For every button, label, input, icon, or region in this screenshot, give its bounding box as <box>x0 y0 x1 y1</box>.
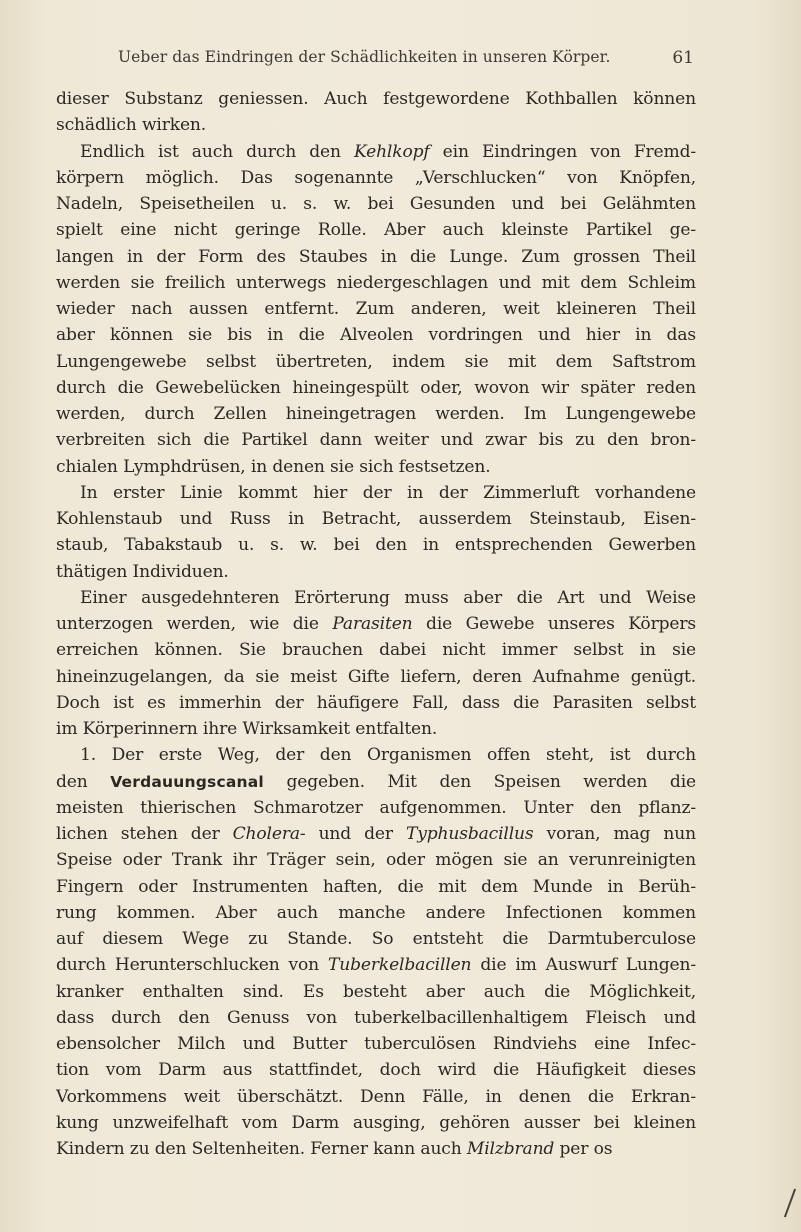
text-line <box>56 349 696 375</box>
text-run: durch die Gewebelücken hineingespült oder, wovon wir später reden <box>56 377 696 398</box>
corner-mark <box>784 1189 796 1218</box>
text-line <box>56 926 696 952</box>
text-run: per os <box>554 1139 613 1159</box>
text-line <box>56 375 696 401</box>
text-line <box>56 900 696 926</box>
text-run: Einer ausgedehnteren Erörterung muss aber die Art und Weise <box>80 587 696 608</box>
text-run: erreichen können. Sie brauchen dabei nicht immer selbst in sie <box>56 640 696 661</box>
text-run: thätigen Individuen. <box>56 561 229 582</box>
text-line <box>56 532 696 558</box>
text-line <box>56 244 696 270</box>
text-line <box>56 454 696 480</box>
page-number: 61 <box>672 48 694 68</box>
text-line <box>56 1005 696 1031</box>
text-line <box>56 191 696 217</box>
running-title: Ueber das Eindringen der Schädlichkeiten in unseren Körper. <box>118 48 611 66</box>
text-run: durch Herunterschlucken von <box>56 955 328 976</box>
text-line <box>56 427 696 453</box>
text-run: Lungengewebe selbst übertreten, indem sie mit dem Saftstrom <box>56 351 696 372</box>
text-line <box>56 742 696 768</box>
text-line <box>56 1057 696 1083</box>
text-run: tion vom Darm aus stattfindet, doch wird die Häufigkeit dieses <box>56 1060 696 1081</box>
text-run: werden, durch Zellen hineingetragen werden. Im Lungengewebe <box>56 404 696 424</box>
text-line <box>56 847 696 873</box>
text-run: Vorkommens weit überschätzt. Denn Fälle, in denen die Erkran- <box>56 1086 696 1107</box>
text-line <box>56 979 696 1005</box>
text-run: lichen stehen der <box>56 824 233 844</box>
text-line <box>56 637 696 663</box>
text-line <box>56 217 696 243</box>
text-run: die im Auswurf Lungen- <box>471 955 696 976</box>
text-run: ebensolcher Milch und Butter tuberculösen Rindviehs eine Infec- <box>56 1034 696 1054</box>
text-run: In erster Linie kommt hier der in der Zimmerluft vorhandene <box>80 482 696 503</box>
page-header <box>118 48 694 74</box>
text-line <box>56 296 696 322</box>
text-run: Doch ist es immerhin der häufigere Fall, dass die Parasiten selbst <box>56 692 696 713</box>
text-line <box>56 611 696 637</box>
text-line <box>56 821 696 847</box>
text-run: Nadeln, Speisetheilen u. s. w. bei Gesunden und bei Gelähmten <box>56 194 696 214</box>
text-run: dass durch den Genuss von tuberkelbacillenhaltigem Fleisch und <box>56 1007 696 1028</box>
emphasized-term: Cholera- <box>232 824 306 844</box>
text-run: verbreiten sich die Partikel dann weiter und zwar bis zu den bron- <box>56 430 696 451</box>
emphasized-term: Kehlkopf <box>353 141 430 162</box>
text-run: schädlich wirken. <box>56 115 207 136</box>
text-line <box>56 874 696 900</box>
text-line <box>56 585 696 611</box>
text-run: kranker enthalten sind. Es besteht aber auch die Möglichkeit, <box>56 981 696 1002</box>
text-line <box>56 952 696 978</box>
text-run: hineinzugelangen, da sie meist Gifte liefern, deren Aufnahme genügt. <box>56 666 696 687</box>
text-line <box>56 769 696 795</box>
emphasized-term: Parasiten <box>332 614 413 634</box>
text-run: langen in der Form des Staubes in die Lunge. Zum grossen Theil <box>56 246 696 267</box>
text-run: unterzogen werden, wie die <box>56 614 333 634</box>
text-run: voran, mag nun <box>533 824 696 844</box>
text-line <box>56 664 696 690</box>
text-run: Speise oder Trank ihr Träger sein, oder mögen sie an verunreinigten <box>56 850 696 871</box>
text-line <box>56 112 696 138</box>
text-run: spielt eine nicht geringe Rolle. Aber auch kleinste Partikel ge- <box>56 220 696 241</box>
text-line <box>56 165 696 191</box>
emphasized-term: Tuberkelbacillen <box>327 955 472 976</box>
text-line <box>56 401 696 427</box>
text-run: 1. Der erste Weg, der den Organismen offen steht, ist durch <box>80 745 696 766</box>
text-line <box>56 1110 696 1136</box>
text-run: Endlich ist auch durch den <box>80 141 354 162</box>
text-line <box>56 690 696 716</box>
text-run: chialen Lymphdrüsen, in denen sie sich festsetzen. <box>56 456 491 477</box>
text-run: dieser Substanz geniessen. Auch festgewordene Kothballen können <box>56 89 696 109</box>
text-run: Kindern zu den Seltenheiten. Ferner kann auch <box>56 1139 467 1159</box>
text-run: im Körperinnern ihre Wirksamkeit entfalten. <box>56 719 438 739</box>
text-line <box>56 1136 696 1162</box>
text-run: rung kommen. Aber auch manche andere Infectionen kommen <box>56 902 696 923</box>
text-run: aber können sie bis in die Alveolen vordringen und hier in das <box>56 325 696 346</box>
text-line <box>56 480 696 506</box>
emphasized-term: Milzbrand <box>466 1139 555 1159</box>
text-run: körpern möglich. Das sogenannte „Verschlucken“ von Knöpfen, <box>56 167 696 188</box>
text-run: meisten thierischen Schmarotzer aufgenommen. Unter den pflanz- <box>56 797 696 818</box>
text-line <box>56 506 696 532</box>
spaced-term: Verdauungscanal <box>110 772 264 791</box>
text-run: gegeben. Mit den Speisen werden die <box>263 771 696 792</box>
text-run: kung unzweifelhaft vom Darm ausging, gehören ausser bei kleinen <box>56 1112 696 1133</box>
text-run: wieder nach aussen entfernt. Zum anderen, weit kleineren Theil <box>56 299 696 319</box>
text-run: auf diesem Wege zu Stande. So entsteht die Darmtuberculose <box>56 929 696 949</box>
text-line <box>56 1084 696 1110</box>
text-run: den <box>56 771 111 792</box>
text-line <box>56 86 696 112</box>
text-line <box>56 270 696 296</box>
text-line <box>56 716 696 742</box>
emphasized-term: Typhusbacillus <box>405 824 534 844</box>
text-run: werden sie freilich unterwegs niedergeschlagen und mit dem Schleim <box>56 272 696 293</box>
text-run: Kohlenstaub und Russ in Betracht, ausserdem Steinstaub, Eisen- <box>56 509 696 529</box>
text-run: Fingern oder Instrumenten haften, die mit dem Munde in Berüh- <box>56 876 696 897</box>
text-line <box>56 795 696 821</box>
text-line <box>56 139 696 165</box>
body-text <box>56 86 696 1162</box>
text-run: staub, Tabakstaub u. s. w. bei den in entsprechenden Gewerben <box>56 535 696 556</box>
text-line <box>56 559 696 585</box>
text-line <box>56 322 696 348</box>
text-line <box>56 1031 696 1057</box>
text-run: die Gewebe unseres Körpers <box>412 614 696 634</box>
text-run: ein Eindringen von Fremd- <box>429 141 696 162</box>
text-run: und der <box>305 824 406 844</box>
